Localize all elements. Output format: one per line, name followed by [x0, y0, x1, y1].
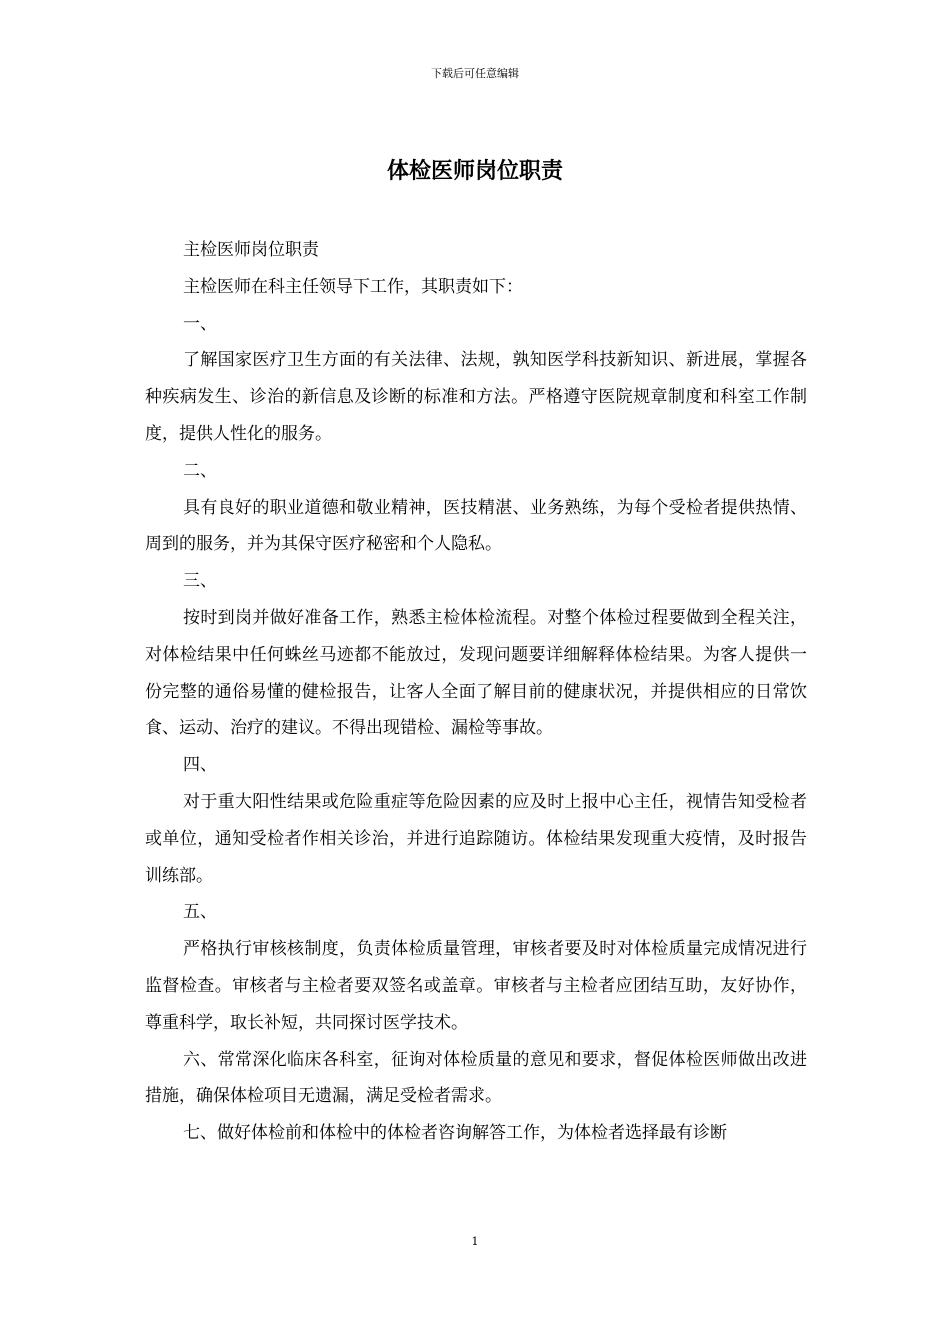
section-number: 五、: [183, 902, 217, 923]
paragraph: 按时到岗并做好准备工作，熟悉主检体检流程。对整个体检过程要做到全程关注，对体检结果中任何蛛丝马迹都不能放过，发现问题要详细解释体检结果。为客人提供一份完整的通俗易懂的健检报告，让客人全面了解目前的健康状况，并提供相应的日常饮食、运动、治疗的建议。不得出现错检、漏检等事故。: [145, 607, 807, 739]
section-number: 三、: [183, 571, 217, 592]
paragraph: 主检医师在科主任领导下工作，其职责如下：: [183, 276, 523, 297]
paragraph: 了解国家医疗卫生方面的有关法律、法规，孰知医学科技新知识、新进展，掌握各种疾病发生、诊治的新信息及诊断的标准和方法。严格遵守医院规章制度和科室工作制度，提供人性化的服务。: [145, 350, 807, 444]
section-number: 四、: [183, 755, 217, 776]
paragraph: 七、做好体检前和体检中的体检者咨询解答工作，为体检者选择最有诊断: [183, 1123, 727, 1144]
paragraph: 对于重大阳性结果或危险重症等危险因素的应及时上报中心主任，视情告知受检者或单位，通知受检者作相关诊治，并进行追踪随访。体检结果发现重大疫情，及时报告训练部。: [145, 791, 807, 886]
page-header-note: 下载后可任意编辑: [431, 67, 519, 80]
page-number: 1: [471, 1235, 479, 1248]
document-title: 体检医师岗位职责: [386, 158, 563, 184]
paragraph: 具有良好的职业道德和敬业精神，医技精湛、业务熟练，为每个受检者提供热情、周到的服务，并为其保守医疗秘密和个人隐私。: [145, 497, 807, 555]
paragraph: 六、常常深化临床各科室，征询对体检质量的意见和要求，督促体检医师做出改进措施，确保体检项目无遗漏，满足受检者需求。: [145, 1049, 807, 1107]
paragraph: 严格执行审核核制度，负责体检质量管理，审核者要及时对体检质量完成情况进行监督检查。审核者与主检者要双签名或盖章。审核者与主检者应团结互助，友好协作，尊重科学，取长补短，共同探讨医学技术。: [145, 939, 807, 1033]
document-body: [145, 232, 807, 1152]
paragraph: 主检医师岗位职责: [183, 240, 319, 260]
section-number: 一、: [183, 313, 217, 334]
section-number: 二、: [183, 460, 217, 481]
